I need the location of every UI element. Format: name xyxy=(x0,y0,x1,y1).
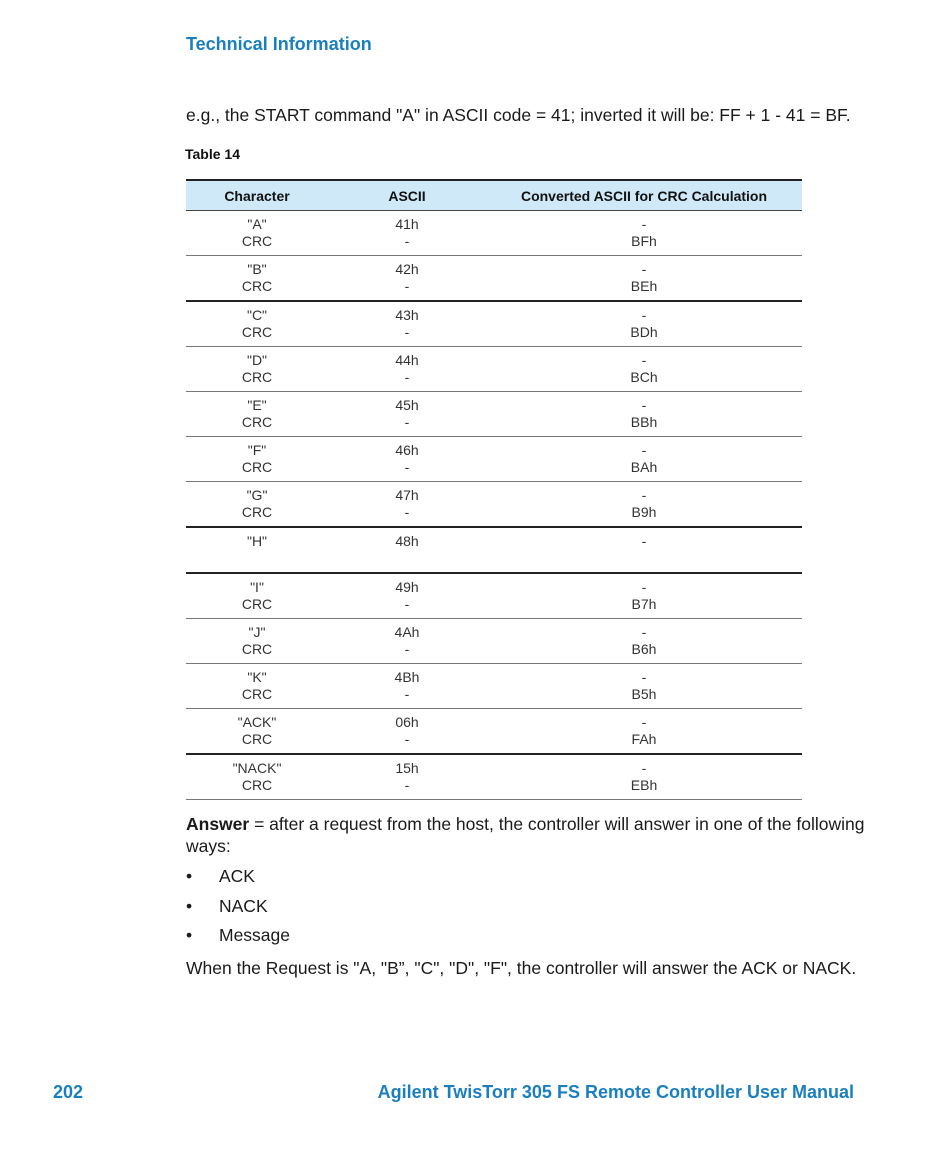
cell-line: 43h xyxy=(395,307,419,323)
cell-line: CRC xyxy=(241,277,273,294)
cell-converted xyxy=(486,709,802,755)
column-header-character: Character xyxy=(186,180,328,211)
cell-line: BBh xyxy=(630,413,658,430)
cell-line: - xyxy=(404,413,410,430)
cell-line: 49h xyxy=(395,579,419,595)
list-item-label: ACK xyxy=(219,866,255,886)
cell-line: "B" xyxy=(247,261,267,277)
cell-line: CRC xyxy=(241,368,273,385)
column-header-ascii: ASCII xyxy=(328,180,486,211)
cell-ascii xyxy=(328,527,486,573)
answer-ways-list xyxy=(186,864,290,953)
bullet: • xyxy=(186,866,193,886)
cell-line: 44h xyxy=(395,352,419,368)
cell-character xyxy=(186,482,328,528)
bullet: • xyxy=(186,895,193,916)
cell-character xyxy=(186,347,328,392)
cell-line: 4Bh xyxy=(394,669,420,685)
list-item-label: NACK xyxy=(219,895,268,916)
cell-ascii xyxy=(328,482,486,528)
crc-table xyxy=(186,179,802,800)
cell-line: BFh xyxy=(631,232,657,249)
cell-line: - xyxy=(404,232,410,249)
cell-converted xyxy=(486,392,802,437)
cell-line: - xyxy=(641,442,647,458)
cell-line: FAh xyxy=(631,730,657,747)
cell-line: - xyxy=(641,760,647,776)
cell-line: - xyxy=(641,533,647,549)
cell-character xyxy=(186,709,328,755)
cell-line: BEh xyxy=(630,277,658,294)
cell-line: - xyxy=(404,458,410,475)
cell-line: CRC xyxy=(241,458,273,475)
cell-line: "I" xyxy=(250,579,264,595)
cell-ascii xyxy=(328,619,486,664)
cell-line: EBh xyxy=(630,776,658,793)
list-item xyxy=(186,923,290,953)
table-row xyxy=(186,482,802,528)
cell-character xyxy=(186,211,328,256)
answer-term: Answer xyxy=(186,814,250,834)
cell-line: 15h xyxy=(395,760,419,776)
cell-line: 48h xyxy=(395,533,419,549)
cell-line: 42h xyxy=(395,261,419,277)
cell-line: "C" xyxy=(246,307,268,323)
answer-paragraph xyxy=(186,813,866,857)
cell-line: - xyxy=(404,595,410,612)
cell-line: CRC xyxy=(241,776,273,793)
table-row xyxy=(186,211,802,256)
cell-line: - xyxy=(641,307,647,323)
cell-character xyxy=(186,301,328,347)
closing-paragraph: When the Request is "A, "B”, "C", "D", "F", the controller will answer the ACK or NACK. xyxy=(186,958,857,978)
cell-line: "J" xyxy=(248,624,266,640)
cell-line: CRC xyxy=(241,323,273,340)
table-row xyxy=(186,709,802,755)
table-row xyxy=(186,301,802,347)
cell-line: "E" xyxy=(247,397,267,413)
cell-character xyxy=(186,664,328,709)
cell-line xyxy=(328,550,486,567)
table-caption: Table 14 xyxy=(185,146,240,162)
cell-line: - xyxy=(404,640,410,657)
list-item-label: Message xyxy=(219,925,291,945)
cell-line: CRC xyxy=(241,503,273,520)
cell-line: - xyxy=(641,714,647,730)
cell-line: - xyxy=(404,776,410,793)
cell-line: "ACK" xyxy=(237,714,277,730)
cell-line xyxy=(486,550,802,567)
cell-ascii xyxy=(328,392,486,437)
cell-ascii xyxy=(328,347,486,392)
cell-line: "G" xyxy=(246,487,268,503)
table-row xyxy=(186,347,802,392)
list-item xyxy=(186,894,290,924)
cell-character xyxy=(186,527,328,573)
bullet: • xyxy=(186,925,193,945)
cell-line: 47h xyxy=(395,487,419,503)
answer-text: = after a request from the host, the controller will answer in one of the following ways: xyxy=(186,814,865,856)
cell-line: - xyxy=(641,352,647,368)
intro-paragraph: e.g., the START command "A" in ASCII code = 41; inverted it will be: FF + 1 - 41 = BF. xyxy=(186,105,851,125)
cell-line: "H" xyxy=(246,533,268,549)
table-row xyxy=(186,619,802,664)
cell-line: CRC xyxy=(241,595,273,612)
cell-line: - xyxy=(404,277,410,294)
cell-ascii xyxy=(328,573,486,619)
section-header: Technical Information xyxy=(186,34,372,54)
cell-converted xyxy=(486,573,802,619)
cell-line: BCh xyxy=(630,368,658,385)
table-body xyxy=(186,211,802,800)
cell-line: 06h xyxy=(395,714,419,730)
cell-line: "NACK" xyxy=(232,760,282,776)
cell-line: - xyxy=(404,503,410,520)
cell-ascii xyxy=(328,664,486,709)
cell-character xyxy=(186,392,328,437)
table-row xyxy=(186,256,802,302)
cell-line: - xyxy=(641,579,647,595)
cell-line: - xyxy=(641,487,647,503)
cell-line: B6h xyxy=(631,640,657,657)
cell-converted xyxy=(486,256,802,302)
cell-line: "K" xyxy=(247,669,267,685)
cell-line: - xyxy=(641,261,647,277)
column-header-converted: Converted ASCII for CRC Calculation xyxy=(486,180,802,211)
cell-converted xyxy=(486,301,802,347)
cell-ascii xyxy=(328,211,486,256)
cell-line: 45h xyxy=(395,397,419,413)
cell-line: CRC xyxy=(241,685,273,702)
cell-line xyxy=(186,550,328,567)
table-row xyxy=(186,392,802,437)
cell-line: 41h xyxy=(395,216,419,232)
cell-converted xyxy=(486,482,802,528)
cell-ascii xyxy=(328,301,486,347)
cell-line: CRC xyxy=(241,730,273,747)
cell-line: - xyxy=(641,216,647,232)
cell-converted xyxy=(486,619,802,664)
cell-line: B5h xyxy=(631,685,657,702)
cell-line: 46h xyxy=(395,442,419,458)
cell-character xyxy=(186,437,328,482)
manual-title: Agilent TwisTorr 305 FS Remote Controller User Manual xyxy=(377,1082,854,1102)
cell-converted xyxy=(486,211,802,256)
cell-line: - xyxy=(641,669,647,685)
list-item xyxy=(186,864,290,894)
cell-line: - xyxy=(404,685,410,702)
cell-line: "F" xyxy=(247,442,267,458)
cell-line: BAh xyxy=(630,458,658,475)
cell-line: 4Ah xyxy=(394,624,420,640)
page-number: 202 xyxy=(53,1082,84,1102)
cell-ascii xyxy=(328,709,486,755)
cell-character xyxy=(186,619,328,664)
cell-character xyxy=(186,573,328,619)
table-row xyxy=(186,754,802,800)
cell-converted xyxy=(486,437,802,482)
cell-line: - xyxy=(404,368,410,385)
cell-line: "A" xyxy=(247,216,267,232)
cell-ascii xyxy=(328,437,486,482)
cell-line: - xyxy=(641,624,647,640)
cell-character xyxy=(186,754,328,800)
cell-line: B9h xyxy=(631,503,657,520)
cell-line: "D" xyxy=(246,352,268,368)
cell-line: CRC xyxy=(241,640,273,657)
cell-converted xyxy=(486,664,802,709)
cell-line: CRC xyxy=(241,232,273,249)
cell-line: - xyxy=(641,397,647,413)
cell-line: BDh xyxy=(630,323,658,340)
table-row xyxy=(186,664,802,709)
table-header-row xyxy=(186,180,802,211)
cell-line: - xyxy=(404,323,410,340)
cell-line: - xyxy=(404,730,410,747)
cell-converted xyxy=(486,527,802,573)
cell-character xyxy=(186,256,328,302)
table-row xyxy=(186,437,802,482)
cell-converted xyxy=(486,754,802,800)
cell-line: CRC xyxy=(241,413,273,430)
table-row xyxy=(186,527,802,573)
cell-ascii xyxy=(328,256,486,302)
cell-line: B7h xyxy=(631,595,657,612)
cell-ascii xyxy=(328,754,486,800)
table-row xyxy=(186,573,802,619)
cell-converted xyxy=(486,347,802,392)
